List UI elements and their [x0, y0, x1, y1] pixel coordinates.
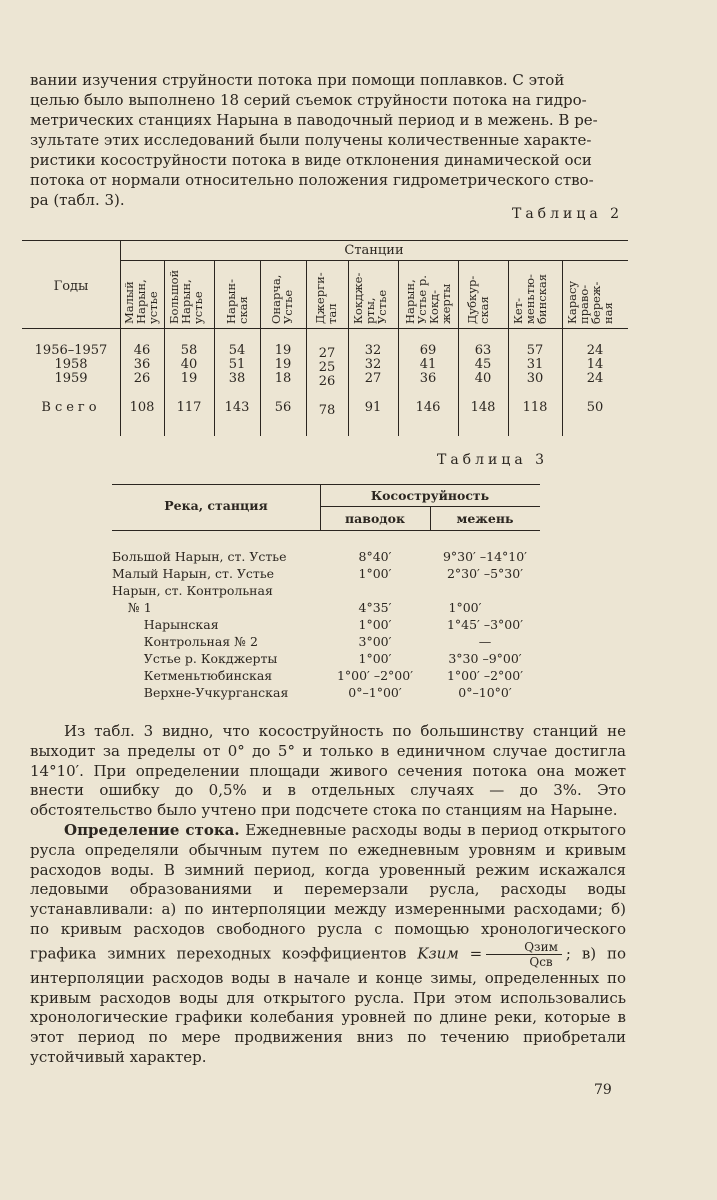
table3-flood-cell: 8°40′ [358, 549, 392, 564]
table2-group-header: Станции [344, 243, 404, 258]
table2-station-header: Карасу право- береж- ная [565, 280, 615, 324]
table3-header-rule [112, 530, 540, 531]
table2-station-header: Нарын, Устье р. Кокд- жерты [403, 275, 453, 324]
table2-value-cell: 46 [133, 343, 151, 358]
intro-line: метрических станциях Нарына в паводочный период и в межень. В ре- [30, 111, 598, 129]
table2-total-cell: 108 [129, 400, 155, 415]
table3-low-cell: 2°30′ –5°30′ [446, 566, 524, 581]
table2-station-header: Кокдже- рты, Устье [351, 272, 389, 324]
table3-low-cell: 0°–10°0′ [458, 685, 512, 700]
table2-value-cell: 63 [474, 343, 492, 358]
table2-value-cell: 32 [364, 357, 382, 372]
table2-total-cell: 50 [586, 400, 604, 415]
table2-year-cell: 1959 [54, 371, 88, 386]
table2-total-cell: 148 [470, 400, 496, 415]
table2-total-cell: 146 [415, 400, 441, 415]
table3-caption: Таблица 3 [437, 452, 549, 468]
table2-value-cell: 24 [586, 343, 604, 358]
table2-value-cell: 69 [419, 343, 437, 358]
table2-value-cell: 31 [526, 357, 544, 372]
table3-station-cell: Контрольная № 2 [112, 634, 258, 649]
table2-total-label: Всего [41, 400, 101, 415]
intro-line: целью было выполнено 18 серий съемок струйности потока на гидро- [30, 91, 587, 109]
section-heading: Определение стока. [64, 820, 240, 839]
page-number: 79 [594, 1082, 612, 1098]
intro-line: ристики косоструйности потока в виде отклонения динамической оси [30, 151, 592, 169]
formula-numerator: Qзим [486, 940, 562, 955]
table3-group-header: Косоструйность [370, 488, 490, 503]
table2-value-cell: 54 [228, 343, 246, 358]
table3-flood-header: паводок [345, 511, 405, 526]
intro-paragraph [30, 70, 626, 210]
table2-total-cell: 78 [318, 403, 336, 418]
table2-value-cell: 26 [318, 374, 336, 389]
paragraph-runoff-definition [30, 821, 626, 1068]
table3-station-cell: Большой Нарын, ст. Устье [112, 549, 287, 564]
table3-low-header: межень [456, 511, 514, 526]
table2-value-cell: 27 [318, 346, 336, 361]
body-text [30, 722, 626, 1068]
table3-low-cell: 1°45′ –3°00′ [446, 617, 524, 632]
table2-year-cell: 1956–1957 [34, 343, 108, 358]
table3-station-cell: Устье р. Кокджерты [112, 651, 278, 666]
table2-total-cell: 143 [224, 400, 250, 415]
table3-low-cell: 9°30′ –14°10′ [442, 549, 528, 564]
table3-flood-cell: 1°00′ [358, 566, 392, 581]
table3-low-cell: — [478, 634, 492, 649]
table2-value-cell: 36 [419, 371, 437, 386]
intro-line: зультате этих исследований были получены количественные характе- [30, 131, 592, 149]
table2-total-cell: 91 [364, 400, 382, 415]
table3-river-header: Река, станция [164, 498, 268, 513]
table2-value-cell: 27 [364, 371, 382, 386]
table2-station-header: Малый Нарын, устье [122, 279, 160, 324]
table2-station-header: Кет- меньтю- бинская [511, 274, 549, 324]
table2-caption: Таблица 2 [512, 206, 624, 222]
table2-value-cell: 58 [180, 343, 198, 358]
formula-denominator: Qсв [529, 954, 553, 969]
table2 [22, 240, 628, 436]
table2-value-cell: 26 [133, 371, 151, 386]
table3-flood-cell: 0°–1°00′ [348, 685, 402, 700]
table3 [112, 484, 540, 702]
table2-value-cell: 57 [526, 343, 544, 358]
paragraph-text: ; в) по интерполяции расходов воды в начале и конце зимы, определенных по кривым расходов воды для открытого русла. При этом использовались хронологические графики колебания уровней по длине реки, которые в этот период по мере продвижения вниз по течению приобретали устойчивый характер. [30, 944, 627, 1066]
table2-year-cell: 1958 [54, 357, 88, 372]
table3-flood-cell: 1°00′ [358, 651, 392, 666]
table3-low-cell: 1°00′ [448, 600, 482, 615]
table3-station-cell: Верхне-Учкурганская [112, 685, 289, 700]
table3-top-rule [112, 484, 540, 485]
table2-station-header: Большой Нарын, устье [167, 269, 205, 324]
table2-station-header: Джерги- тал [313, 272, 339, 324]
formula-lhs: Kзим = [417, 944, 483, 963]
table2-station-header: Нарын- ская [224, 279, 250, 324]
table3-flood-cell: 1°00′ –2°00′ [336, 668, 414, 683]
table3-low-cell: 1°00′ –2°00′ [446, 668, 524, 683]
table2-value-cell: 40 [180, 357, 198, 372]
table2-value-cell: 24 [586, 371, 604, 386]
intro-line: ра (табл. 3). [30, 191, 125, 209]
table2-group-rule [120, 260, 628, 261]
table2-value-cell: 40 [474, 371, 492, 386]
table2-value-cell: 45 [474, 357, 492, 372]
formula-fraction [486, 940, 562, 969]
table3-flood-cell: 3°00′ [358, 634, 392, 649]
table2-value-cell: 51 [228, 357, 246, 372]
table2-header-rule [22, 328, 628, 329]
table2-top-rule [22, 240, 628, 241]
table2-value-cell: 19 [180, 371, 198, 386]
table2-total-cell: 118 [522, 400, 548, 415]
table2-value-cell: 14 [586, 357, 604, 372]
table2-total-cell: 56 [274, 400, 292, 415]
table3-low-cell: 3°30 –9°00′ [448, 651, 522, 666]
table2-value-cell: 36 [133, 357, 151, 372]
table2-value-cell: 30 [526, 371, 544, 386]
paragraph-table3-discussion: Из табл. 3 видно, что косоструйность по большинству станций не выходит за пределы от 0° до 5° и только в единичном случае достигла 14°10′. При определении площади живого сечения потока она может внести ошибку до 0,5% и в отдельных случаях — до 3%. Это обстоятельство было учтено при подсчете стока по станциям на Нарыне. [30, 722, 626, 820]
paragraph-text: Ежедневные расходы воды в период открытого русла определяли обычным путем по ежедневным уровням и кривым расходов воды. В зимний период, когда уровенный режим искажался ледовыми образованиями и перемерзали русла, расходы воды устанавливали: а) по интерполяции между измеренными расходами; б) по кривым расходов свободного русла с помощью хронологического графика зимних переходных коэффициентов [30, 820, 626, 963]
table3-station-cell: Кетменьтюбинская [112, 668, 273, 683]
table2-station-header: Онарча, Устье [269, 274, 295, 324]
table2-value-cell: 38 [228, 371, 246, 386]
table2-value-cell: 32 [364, 343, 382, 358]
table2-value-cell: 25 [318, 360, 336, 375]
table3-station-cell: Малый Нарын, ст. Устье [112, 566, 275, 581]
table2-value-cell: 41 [419, 357, 437, 372]
table3-station-cell: Нарын, ст. Контрольная [112, 583, 273, 598]
table3-station-cell: Нарынская [112, 617, 219, 632]
table2-year-header: Годы [53, 279, 89, 294]
table3-station-cell: № 1 [112, 600, 152, 615]
intro-line: потока от нормали относительно положения гидрометрического ство- [30, 171, 594, 189]
table2-value-cell: 19 [274, 343, 292, 358]
table2-station-header: Дубкур- ская [465, 275, 491, 324]
table2-total-cell: 117 [176, 400, 202, 415]
table3-flood-cell: 1°00′ [358, 617, 392, 632]
intro-line: вании изучения струйности потока при помощи поплавков. С этой [30, 71, 565, 89]
table2-value-cell: 18 [274, 371, 292, 386]
table3-flood-cell: 4°35′ [358, 600, 392, 615]
table2-value-cell: 19 [274, 357, 292, 372]
